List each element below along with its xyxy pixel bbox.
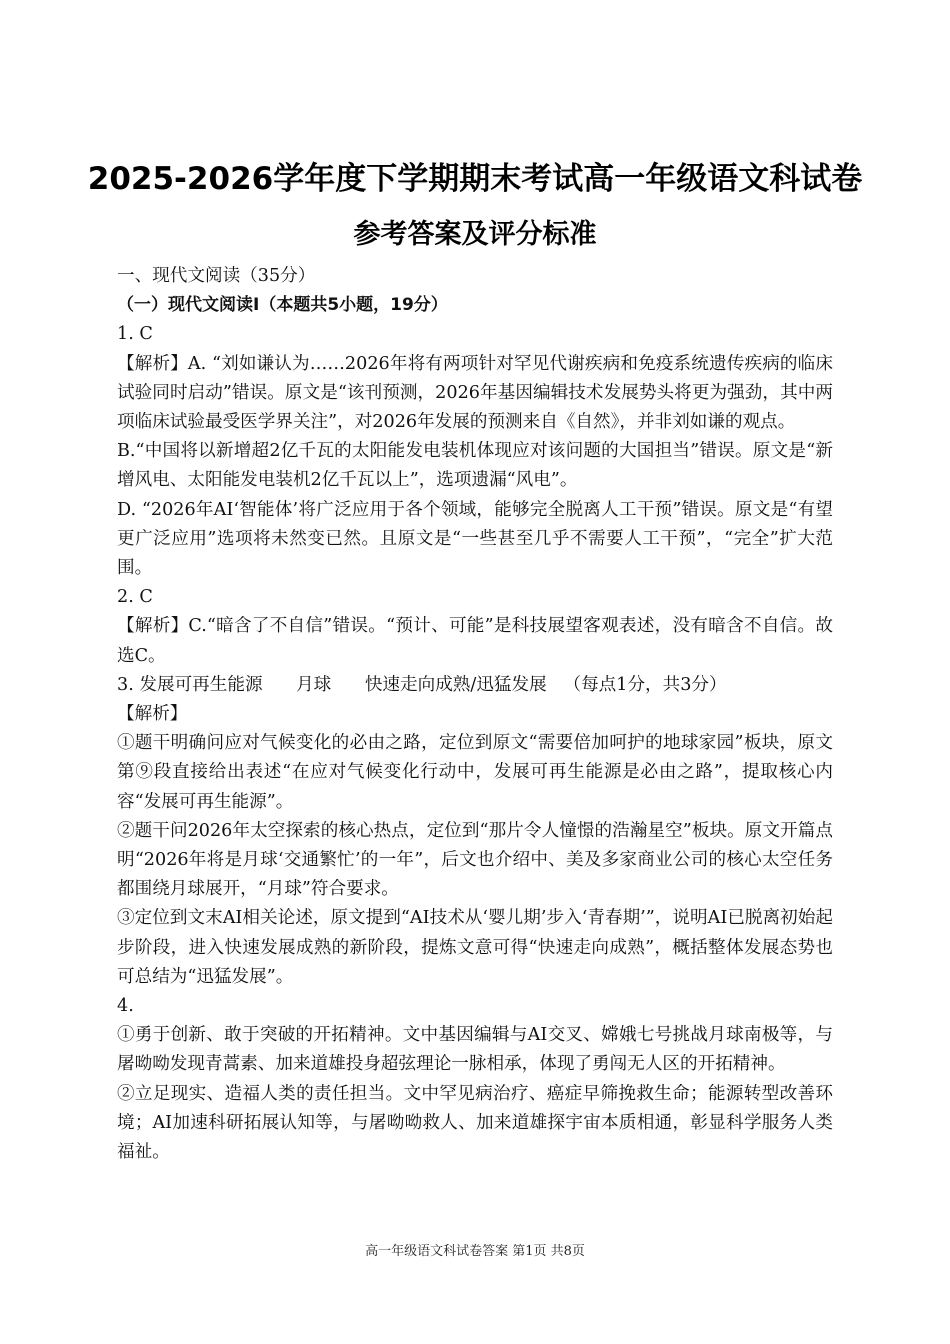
question-3-answer: 3. 发展可再生能源 月球 快速走向成熟/迅猛发展 （每点1分，共3分）: [117, 674, 727, 695]
question-1-analysis-d: D. “2026年AI‘智能体’将广泛应用于各个领域，能够完全脱离人工干预”错误。原文是“有望更广泛应用”选项将未然变已然。且原文是“一些甚至几乎不需要人工干预”，“完全”扩大范围。: [117, 499, 833, 579]
document-subtitle: 参考答案及评分标准: [353, 219, 597, 250]
question-3-analysis-1: ①题干明确问应对气候变化的必由之路，定位到原文“需要倍加呵护的地球家园”板块，原文第⑨段直接给出表述“在应对气候变化行动中，发展可再生能源是必由之路”，提取核心内容“发展可再生能源”。: [117, 733, 833, 812]
document-title: 2025-2026学年度下学期期末考试高一年级语文科试卷: [87, 161, 863, 197]
question-4-point-2: ②立足现实、造福人类的责任担当。文中罕见病治疗、癌症早筛挽救生命；能源转型改善环境；AI加速科研拓展认知等，与屠呦呦救人、加来道雄探宇宙本质相通，彰显科学服务人类福祉。: [117, 1083, 833, 1163]
section-heading: 一、现代文阅读（35分）: [117, 266, 316, 286]
question-4-point-1: ①勇于创新、敢于突破的开拓精神。文中基因编辑与AI交叉、嫦娥七号挑战月球南极等，与屠呦呦发现青蒿素、加来道雄投身超弦理论一脉相承，体现了勇闯无人区的开拓精神。: [117, 1025, 833, 1075]
question-1-analysis-b: B.“中国将以新增超2亿千瓦的太阳能发电装机体现应对该问题的大国担当”错误。原文是“新增风电、太阳能发电装机2亿千瓦以上”，选项遗漏“风电”。: [117, 441, 833, 491]
page-footer: 高一年级语文科试卷答案 第1页 共8页: [365, 1244, 585, 1259]
question-1-analysis-a: 【解析】A. “刘如谦认为……2026年将有两项针对罕见代谢疾病和免疫系统遗传疾病的临床试验同时启动”错误。原文是“该刊预测，2026年基因编辑技术发展势头将更为强劲，其中两项临床试验最受医学界关注”，对2026年发展的预测来自《自然》，并非刘如谦的观点。: [117, 353, 833, 433]
question-4-number: 4.: [117, 996, 134, 1017]
subsection-heading: （一）现代文阅读Ⅰ（本题共5小题，19分）: [117, 295, 448, 316]
question-3-analysis-3: ③定位到文末AI相关论述，原文提到“AI技术从‘婴儿期’步入‘青春期’”，说明AI已脱离初始起步阶段，进入快速发展成熟的新阶段，提炼文意可得“快速走向成熟”，概括整体发展态势也可总结为“迅猛发展”。: [117, 908, 833, 987]
answer-content: [117, 262, 833, 1167]
question-1-answer: 1. C: [117, 324, 153, 345]
question-3-analysis-label: 【解析】: [117, 704, 188, 725]
question-3-analysis-2: ②题干问2026年太空探索的核心热点，定位到“那片令人憧憬的浩瀚星空”板块。原文开篇点明“2026年将是月球‘交通繁忙’的一年”，后文也介绍中、美及多家商业公司的核心太空任务都围绕月球展开，“月球”符合要求。: [117, 820, 833, 900]
question-2-answer: 2. C: [117, 587, 153, 608]
question-2-analysis: 【解析】C.“暗含了不自信”错误。“预计、可能”是科技展望客观表述，没有暗含不自信。故选C。: [117, 616, 833, 666]
